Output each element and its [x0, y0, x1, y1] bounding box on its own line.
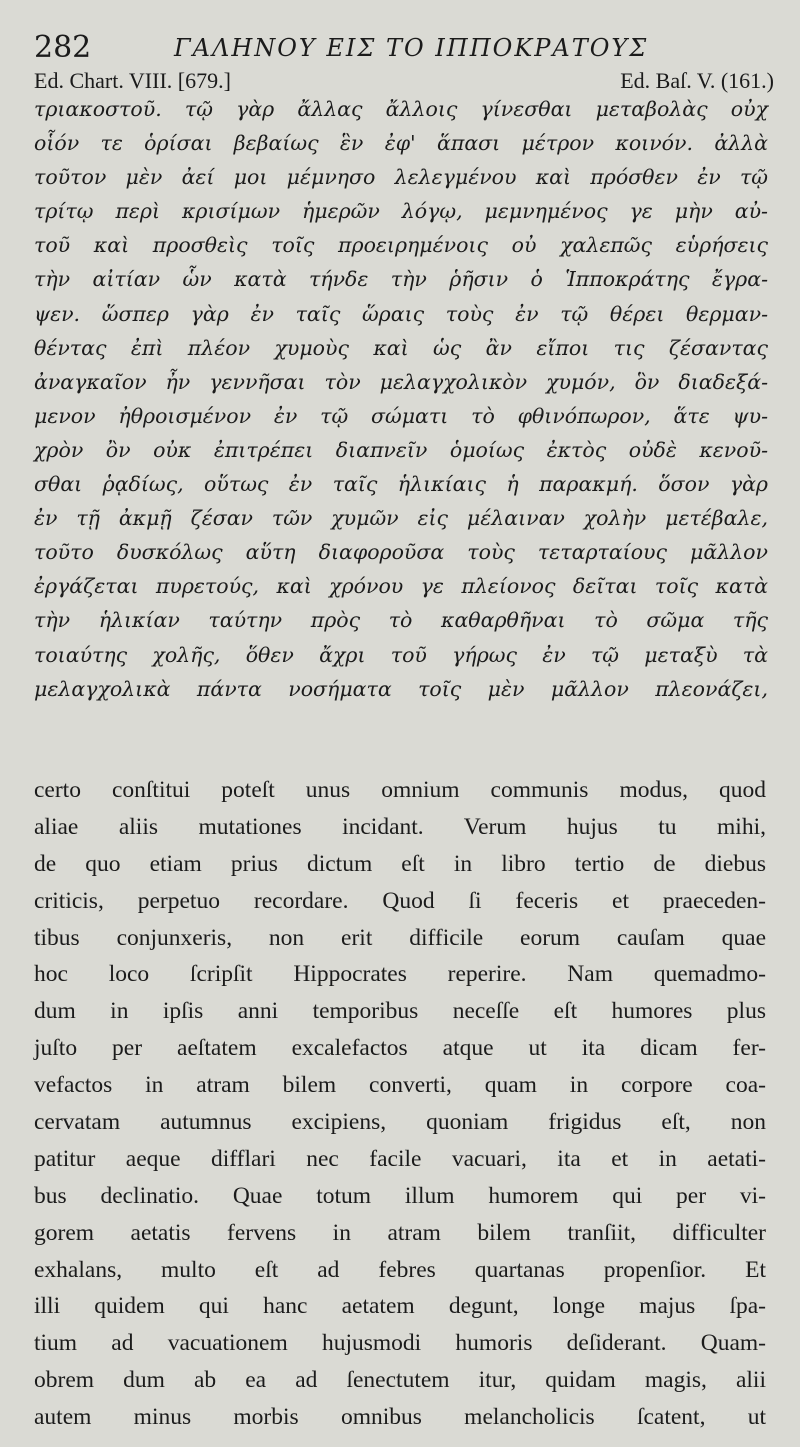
greek-text-line: τοῦ καὶ προσθεὶς τοῖς προειρημένοις οὐ χαλεπῶς εὑρήσεις	[34, 233, 768, 258]
greek-text-line: χρὸν ὂν οὐκ ἐπιτρέπει διαπνεῖν ὁμοίως ἐκτὸς οὐδὲ κενοῦ-	[34, 437, 768, 462]
page-number: 282	[34, 30, 92, 65]
greek-text-line: θέντας ἐπὶ πλέον χυμοὺς καὶ ὡς ἂν εἴποι τις ζέσαντας	[34, 335, 768, 360]
latin-text-line: obrem dum ab ea ad ſenectutem itur, quidam magis, alii	[34, 1367, 766, 1394]
greek-text-line: σθαι ῥᾳδίως, οὕτως ἐν ταῖς ἡλικίαις ἡ παρακμή. ὅσον γὰρ	[34, 472, 768, 497]
latin-text-line: juſto per aeſtatem excalefactos atque ut ita dicam fer-	[34, 1035, 766, 1062]
greek-text-line: τρίτῳ περὶ κρισίμων ἡμερῶν λόγῳ, μεμνημένος γε μὴν αὐ-	[34, 199, 768, 224]
latin-text-block	[34, 772, 766, 1436]
latin-text-line: exhalans, multo eſt ad febres quartanas propenſior. Et	[34, 1256, 766, 1283]
latin-text-line: autem minus morbis omnibus melancholicis ſcatent, ut	[34, 1404, 766, 1431]
running-title: ΓΑΛΗΝΟΥ ΕΙΣ ΤΟ ΙΠΠΟΚΡΑΤΟΥΣ	[174, 34, 649, 62]
latin-text-line: patitur aeque difflari nec facile vacuari, ita et in aetati-	[34, 1145, 766, 1172]
latin-text-line: de quo etiam prius dictum eſt in libro tertio de diebus	[34, 850, 766, 877]
latin-text-line: bus declinatio. Quae totum illum humorem qui per vi-	[34, 1182, 766, 1209]
latin-text-line: criticis, perpetuo recordare. Quod ſi feceris et praeceden-	[34, 887, 766, 914]
latin-text-line: gorem aetatis fervens in atram bilem tranſiit, difficulter	[34, 1219, 766, 1246]
edition-reference-basel: Ed. Baſ. V. (161.)	[620, 68, 774, 93]
greek-text-line: τοιαύτης χολῆς, ὅθεν ἄχρι τοῦ γήρως ἐν τῷ μεταξὺ τὰ	[34, 642, 768, 667]
latin-text-line: cervatam autumnus excipiens, quoniam frigidus eſt, non	[34, 1109, 766, 1136]
greek-text-line: μενον ἠθροισμένον ἐν τῷ σώματι τὸ φθινόπωρον, ἅτε ψυ-	[34, 403, 768, 428]
latin-text-line: certo conſtitui poteſt unus omnium communis modus, quod	[34, 777, 766, 803]
edition-reference-chartier: Ed. Chart. VIII. [679.]	[34, 68, 231, 93]
greek-text-line: τὴν αἰτίαν ὧν κατὰ τήνδε τὴν ῥῆσιν ὁ Ἱπποκράτης ἔγρα-	[34, 267, 768, 292]
latin-text-line: dum in ipſis anni temporibus neceſſe eſt humores plus	[34, 998, 766, 1025]
greek-text-line: τοῦτον μὲν ἀεί μοι μέμνησο λελεγμένου καὶ πρόσθεν ἐν τῷ	[34, 165, 768, 190]
latin-text-line: tibus conjunxeris, non erit difficile eorum cauſam quae	[34, 924, 766, 951]
latin-text-line: illi quidem qui hanc aetatem degunt, longe majus ſpa-	[34, 1293, 766, 1320]
latin-text-line: hoc loco ſcripſit Hippocrates reperire. Nam quemadmo-	[34, 961, 766, 988]
greek-text-line: ἐν τῇ ἀκμῇ ζέσαν τῶν χυμῶν εἰς μέλαιναν χολὴν μετέβαλε,	[34, 506, 768, 531]
latin-text-line: aliae aliis mutationes incidant. Verum hujus tu mihi,	[34, 813, 766, 840]
greek-text-line: τοῦτο δυσκόλως αὕτη διαφοροῦσα τοὺς τεταρταίους μᾶλλον	[34, 540, 768, 565]
latin-text-line: tium ad vacuationem hujusmodi humoris deſiderant. Quam-	[34, 1330, 766, 1357]
greek-text-line: μελαγχολικὰ πάντα νοσήματα τοῖς μὲν μᾶλλον πλεονάζει,	[34, 676, 768, 701]
greek-text-line: τὴν ἡλικίαν ταύτην πρὸς τὸ καθαρθῆναι τὸ σῶμα τῆς	[34, 608, 768, 633]
page-header	[34, 28, 774, 68]
greek-text-block	[34, 92, 768, 706]
greek-text-line: ἀναγκαῖον ἦν γεννῆσαι τὸν μελαγχολικὸν χυμόν, ὃν διαδεξά-	[34, 369, 768, 394]
greek-text-line: τριακοστοῦ. τῷ γὰρ ἄλλας ἄλλοις γίνεσθαι μεταβολὰς οὐχ	[34, 97, 768, 121]
greek-text-line: ψεν. ὥσπερ γὰρ ἐν ταῖς ὥραις τοὺς ἐν τῷ θέρει θερμαν-	[34, 301, 768, 326]
latin-text-line: vefactos in atram bilem converti, quam in corpore coa-	[34, 1072, 766, 1099]
greek-text-line: οἷόν τε ὁρίσαι βεβαίως ἓν ἐφ' ἅπασι μέτρον κοινόν. ἀλλὰ	[34, 131, 768, 156]
greek-text-line: ἐργάζεται πυρετούς, καὶ χρόνου γε πλείονος δεῖται τοῖς κατὰ	[34, 574, 768, 599]
